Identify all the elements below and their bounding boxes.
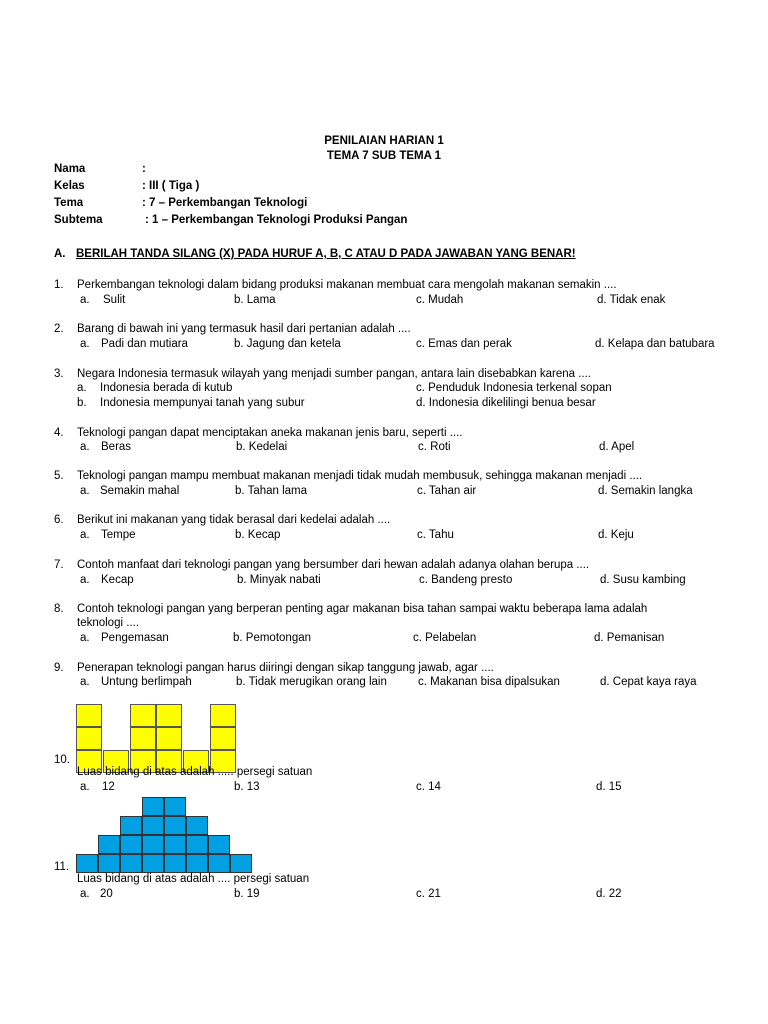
question-text-continued: teknologi ....	[77, 617, 140, 629]
option-letter-b: b.	[77, 397, 87, 409]
grid-cell	[156, 704, 182, 727]
option-b: b. 13	[234, 781, 260, 793]
option-d: d. Susu kambing	[600, 574, 686, 586]
option-c: c. Tahan air	[417, 485, 477, 497]
grid-cell	[230, 854, 252, 873]
option-d: d. 22	[596, 888, 622, 900]
option-c: c. 14	[416, 781, 441, 793]
question-text: Penerapan teknologi pangan harus diiringi dengan sikap tanggung jawab, agar ....	[77, 662, 494, 674]
page-title: PENILAIAN HARIAN 1	[324, 135, 444, 147]
option-a: Beras	[101, 441, 132, 453]
grid-cell	[120, 835, 142, 854]
option-c: c. Emas dan perak	[416, 338, 512, 350]
option-letter-a: a.	[80, 888, 90, 900]
grid-cell	[164, 854, 186, 873]
option-c: c. 21	[416, 888, 441, 900]
option-b: b. 19	[234, 888, 260, 900]
question-text: Contoh teknologi pangan yang berperan penting agar makanan bisa tahan sampai waktu beberapa lama adalah	[77, 603, 648, 615]
option-b: b. Kedelai	[236, 441, 288, 453]
grid-cell	[142, 797, 164, 816]
grid-cell	[210, 704, 236, 727]
option-c: c. Penduduk Indonesia terkenal sopan	[416, 382, 612, 394]
option-d: d. Keju	[598, 529, 634, 541]
question-number: 8.	[54, 603, 64, 615]
question-text: Teknologi pangan dapat menciptakan aneka makanan jenis baru, seperti ....	[77, 427, 463, 439]
option-d: d. Kelapa dan batubara	[595, 338, 715, 350]
identity-value-nama: :	[142, 163, 146, 175]
option-letter-a: a.	[80, 574, 90, 586]
option-c: c. Roti	[418, 441, 451, 453]
identity-label-tema: Tema	[54, 197, 84, 209]
option-a: 20	[100, 888, 113, 900]
question-text: Negara Indonesia termasuk wilayah yang menjadi sumber pangan, antara lain disebabkan karena ....	[77, 368, 591, 380]
option-c: c. Bandeng presto	[419, 574, 513, 586]
grid-cell	[130, 727, 156, 750]
option-letter-a: a.	[77, 382, 87, 394]
grid-cell	[142, 816, 164, 835]
option-a: Tempe	[101, 529, 136, 541]
option-b: b. Tidak merugikan orang lain	[236, 676, 387, 688]
grid-cell	[76, 704, 102, 727]
grid-cell	[186, 854, 208, 873]
option-letter-a: a.	[80, 632, 90, 644]
grid-cell	[120, 854, 142, 873]
question-text: Luas bidang di atas adalah ..... persegi satuan	[77, 766, 313, 778]
grid-cell	[142, 835, 164, 854]
grid-cell	[142, 854, 164, 873]
option-b: Indonesia mempunyai tanah yang subur	[100, 397, 305, 409]
grid-cell	[76, 854, 98, 873]
page-subtitle: TEMA 7 SUB TEMA 1	[326, 150, 442, 162]
option-letter-a: a.	[80, 781, 90, 793]
option-a: Semakin mahal	[100, 485, 180, 497]
question-text: Contoh manfaat dari teknologi pangan yang bersumber dari hewan adalah adanya olahan berupa ....	[77, 559, 590, 571]
grid-cell	[98, 854, 120, 873]
question-number: 2.	[54, 323, 64, 335]
option-b: b. Minyak nabati	[237, 574, 321, 586]
option-d: d. Tidak enak	[597, 294, 666, 306]
question-number: 7.	[54, 559, 64, 571]
question-text: Teknologi pangan mampu membuat makanan menjadi tidak mudah membusuk, sehingga makanan menjadi ....	[77, 470, 643, 482]
question-number: 10.	[54, 754, 70, 766]
option-a: Padi dan mutiara	[101, 338, 188, 350]
section-letter: A.	[54, 248, 66, 260]
grid-cell	[76, 727, 102, 750]
grid-cell	[120, 816, 142, 835]
identity-label-subtema: Subtema	[54, 214, 103, 226]
option-b: b. Lama	[234, 294, 276, 306]
section-instruction: BERILAH TANDA SILANG (X) PADA HURUF A, B, C ATAU D PADA JAWABAN YANG BENAR!	[76, 248, 576, 260]
grid-cell	[164, 835, 186, 854]
option-c: c. Mudah	[416, 294, 464, 306]
option-letter-a: a.	[80, 676, 90, 688]
question-number: 4.	[54, 427, 64, 439]
grid-cell	[186, 816, 208, 835]
option-b: b. Jagung dan ketela	[234, 338, 341, 350]
question-number: 9.	[54, 662, 64, 674]
option-b: b. Kecap	[235, 529, 281, 541]
option-letter-a: a.	[80, 485, 90, 497]
option-a: Pengemasan	[101, 632, 169, 644]
option-a: 12	[102, 781, 115, 793]
question-number: 6.	[54, 514, 64, 526]
blue-grid-figure	[76, 797, 252, 873]
option-c: c. Pelabelan	[413, 632, 477, 644]
option-letter-a: a.	[80, 294, 90, 306]
grid-cell	[98, 835, 120, 854]
grid-cell	[156, 727, 182, 750]
option-b: b. Pemotongan	[233, 632, 312, 644]
option-letter-a: a.	[80, 338, 90, 350]
option-a: Sulit	[103, 294, 126, 306]
option-letter-a: a.	[80, 529, 90, 541]
option-a: Kecap	[101, 574, 134, 586]
option-d: d. Pemanisan	[594, 632, 665, 644]
option-d: d. Indonesia dikelilingi benua besar	[416, 397, 596, 409]
question-text: Berikut ini makanan yang tidak berasal dari kedelai adalah ....	[77, 514, 391, 526]
question-number: 3.	[54, 368, 64, 380]
identity-value-tema: : 7 – Perkembangan Teknologi	[142, 197, 308, 209]
option-a: Untung berlimpah	[101, 676, 192, 688]
identity-label-nama: Nama	[54, 163, 86, 175]
option-b: b. Tahan lama	[235, 485, 308, 497]
question-number: 1.	[54, 279, 64, 291]
identity-label-kelas: Kelas	[54, 180, 85, 192]
grid-cell	[208, 835, 230, 854]
yellow-grid-figure	[76, 704, 238, 774]
identity-value-kelas: : III ( Tiga )	[142, 180, 200, 192]
option-d: d. Semakin langka	[598, 485, 693, 497]
question-number: 5.	[54, 470, 64, 482]
option-c: c. Makanan bisa dipalsukan	[418, 676, 560, 688]
grid-cell	[164, 797, 186, 816]
option-d: d. Cepat kaya raya	[600, 676, 697, 688]
question-text: Barang di bawah ini yang termasuk hasil dari pertanian adalah ....	[77, 323, 411, 335]
identity-value-subtema: : 1 – Perkembangan Teknologi Produksi Pangan	[145, 214, 408, 226]
question-number: 11.	[54, 861, 70, 873]
option-d: d. 15	[596, 781, 622, 793]
grid-cell	[210, 727, 236, 750]
option-letter-a: a.	[80, 441, 90, 453]
option-d: d. Apel	[599, 441, 635, 453]
grid-cell	[186, 835, 208, 854]
option-c: c. Tahu	[417, 529, 454, 541]
option-a: Indonesia berada di kutub	[100, 382, 233, 394]
grid-cell	[164, 816, 186, 835]
grid-cell	[208, 854, 230, 873]
grid-cell	[130, 704, 156, 727]
question-text: Perkembangan teknologi dalam bidang produksi makanan membuat cara mengolah makanan semakin ....	[77, 279, 617, 291]
question-text: Luas bidang di atas adalah .... persegi satuan	[77, 873, 310, 885]
